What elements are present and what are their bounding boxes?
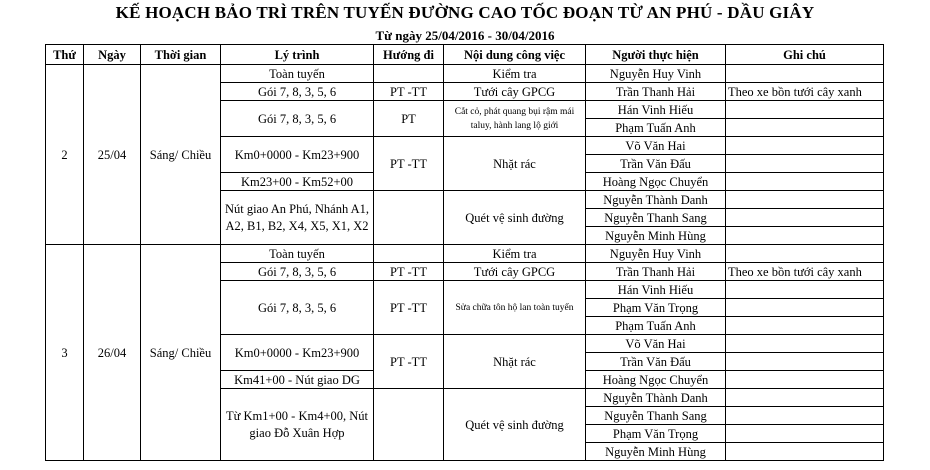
note-cell (726, 191, 884, 209)
note-cell (726, 155, 884, 173)
note-cell: Theo xe bồn tưới cây xanh (726, 263, 884, 281)
route-cell: Toàn tuyến (221, 245, 374, 263)
note-cell (726, 65, 884, 83)
task-cell: Kiểm tra (444, 65, 586, 83)
person-cell: Phạm Tuấn Anh (586, 119, 726, 137)
person-cell: Nguyễn Thành Danh (586, 191, 726, 209)
person-cell: Hán Vinh Hiếu (586, 281, 726, 299)
direction-cell (374, 389, 444, 461)
direction-cell: PT -TT (374, 335, 444, 389)
person-cell: Nguyễn Huy Vinh (586, 65, 726, 83)
task-cell: Kiểm tra (444, 245, 586, 263)
person-cell: Hoàng Ngọc Chuyển (586, 371, 726, 389)
page-title: KẾ HOẠCH BẢO TRÌ TRÊN TUYẾN ĐƯỜNG CAO TỐC ĐOẠN TỪ AN PHÚ - DẦU GIÂY (115, 3, 815, 22)
note-cell: Theo xe bồn tưới cây xanh (726, 83, 884, 101)
route-cell: Km0+0000 - Km23+900 (221, 335, 374, 371)
date-cell: 25/04 (84, 65, 141, 245)
direction-cell: PT -TT (374, 281, 444, 335)
route-cell: Km23+00 - Km52+00 (221, 173, 374, 191)
route-cell: Gói 7, 8, 3, 5, 6 (221, 83, 374, 101)
person-cell: Võ Văn Hai (586, 137, 726, 155)
table-row (46, 65, 884, 83)
task-cell: Sửa chữa tôn hộ lan toàn tuyến (444, 281, 586, 335)
col-header-ngay: Ngày (84, 45, 141, 65)
time-cell: Sáng/ Chiều (141, 245, 221, 461)
task-cell: Quét vệ sinh đường (444, 389, 586, 461)
person-cell: Nguyễn Thành Danh (586, 389, 726, 407)
task-cell: Cắt cỏ, phát quang bụi rậm mái taluy, hành lang lộ giới (444, 101, 586, 137)
col-header-thu: Thứ (46, 45, 84, 65)
header-row (46, 45, 884, 65)
route-cell: Nút giao An Phú, Nhánh A1, A2, B1, B2, X4, X5, X1, X2 (221, 191, 374, 245)
note-cell (726, 137, 884, 155)
col-header-huong-di: Hướng đi (374, 45, 444, 65)
direction-cell (374, 245, 444, 263)
note-cell (726, 227, 884, 245)
note-cell (726, 389, 884, 407)
route-cell: Gói 7, 8, 3, 5, 6 (221, 281, 374, 335)
direction-cell (374, 65, 444, 83)
route-cell: Gói 7, 8, 3, 5, 6 (221, 263, 374, 281)
col-header-noi-dung: Nội dung công việc (444, 45, 586, 65)
route-cell: Gói 7, 8, 3, 5, 6 (221, 101, 374, 137)
col-header-ly-trinh: Lý trình (221, 45, 374, 65)
person-cell: Trần Văn Đấu (586, 353, 726, 371)
note-cell (726, 173, 884, 191)
time-cell: Sáng/ Chiều (141, 65, 221, 245)
route-cell: Km0+0000 - Km23+900 (221, 137, 374, 173)
person-cell: Nguyễn Minh Hùng (586, 227, 726, 245)
note-cell (726, 425, 884, 443)
note-cell (726, 317, 884, 335)
col-header-nguoi-thuc-hien: Người thực hiện (586, 45, 726, 65)
person-cell: Nguyễn Thanh Sang (586, 209, 726, 227)
person-cell: Phạm Văn Trọng (586, 299, 726, 317)
person-cell: Hoàng Ngọc Chuyển (586, 173, 726, 191)
task-cell: Quét vệ sinh đường (444, 191, 586, 245)
day-cell: 2 (46, 65, 84, 245)
person-cell: Nguyễn Thanh Sang (586, 407, 726, 425)
direction-cell: PT -TT (374, 263, 444, 281)
date-range: Từ ngày 25/04/2016 - 30/04/2016 (375, 28, 555, 43)
maintenance-schedule-table (45, 44, 884, 461)
person-cell: Trần Văn Đấu (586, 155, 726, 173)
route-cell: Toàn tuyến (221, 65, 374, 83)
task-cell: Nhặt rác (444, 137, 586, 191)
note-cell (726, 353, 884, 371)
note-cell (726, 407, 884, 425)
note-cell (726, 209, 884, 227)
person-cell: Hán Vinh Hiếu (586, 101, 726, 119)
note-cell (726, 101, 884, 119)
direction-cell: PT -TT (374, 83, 444, 101)
person-cell: Nguyễn Huy Vinh (586, 245, 726, 263)
note-cell (726, 299, 884, 317)
route-cell: Km41+00 - Nút giao DG (221, 371, 374, 389)
note-cell (726, 335, 884, 353)
person-cell: Phạm Tuấn Anh (586, 317, 726, 335)
person-cell: Nguyễn Minh Hùng (586, 443, 726, 461)
person-cell: Võ Văn Hai (586, 335, 726, 353)
col-header-thoi-gian: Thời gian (141, 45, 221, 65)
direction-cell (374, 191, 444, 245)
task-cell: Nhặt rác (444, 335, 586, 389)
date-cell: 26/04 (84, 245, 141, 461)
person-cell: Trần Thanh Hải (586, 263, 726, 281)
note-cell (726, 281, 884, 299)
person-cell: Trần Thanh Hải (586, 83, 726, 101)
route-cell: Từ Km1+00 - Km4+00, Nút giao Đỗ Xuân Hợp (221, 389, 374, 461)
person-cell: Phạm Văn Trọng (586, 425, 726, 443)
task-cell: Tưới cây GPCG (444, 83, 586, 101)
table-row (46, 245, 884, 263)
note-cell (726, 371, 884, 389)
note-cell (726, 119, 884, 137)
note-cell (726, 443, 884, 461)
direction-cell: PT (374, 101, 444, 137)
day-cell: 3 (46, 245, 84, 461)
note-cell (726, 245, 884, 263)
direction-cell: PT -TT (374, 137, 444, 191)
task-cell: Tưới cây GPCG (444, 263, 586, 281)
col-header-ghi-chu: Ghi chú (726, 45, 884, 65)
